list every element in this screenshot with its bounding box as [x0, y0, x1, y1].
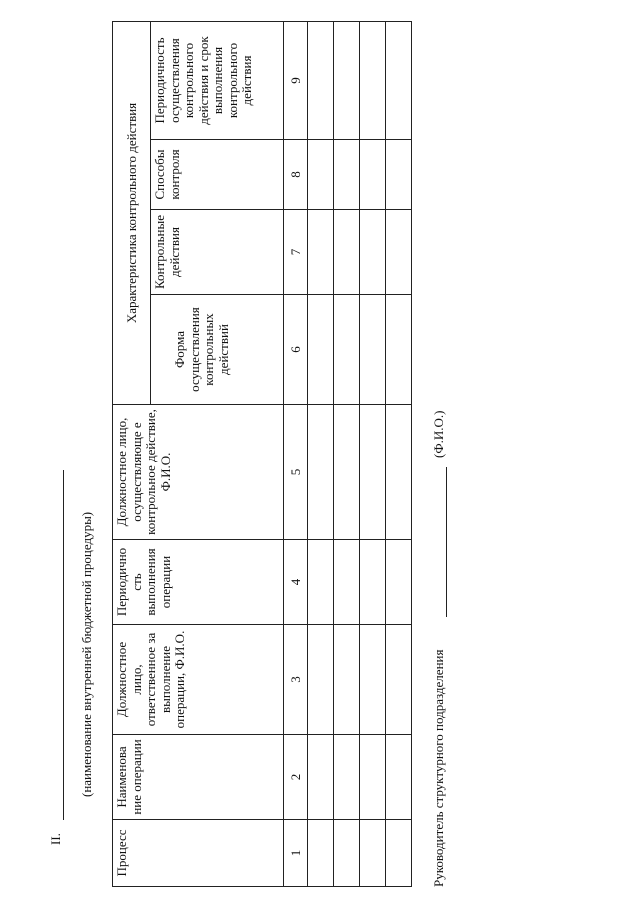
header-operation-name: Наименова ние операции [114, 739, 144, 815]
header-controlling-person: Должностное лицо, осуществляюще е контрольное действие, Ф.И.О. [114, 409, 173, 535]
header-control-periodicity: Периодичность осуществления контрольного действия и срок выполнения контрольного действия [152, 36, 254, 125]
column-number: 6 [287, 346, 303, 353]
section-number: II. [48, 833, 63, 845]
procedure-name-line [49, 470, 64, 820]
column-number: 8 [287, 171, 303, 178]
column-number: 2 [287, 773, 303, 781]
header-control-characteristics: Характеристика контрольного действия [124, 102, 140, 324]
header-operation-periodicity: Периодично сть выполнения операции [114, 547, 173, 617]
procedure-name-caption: (наименование внутренней бюджетной процедуры) [79, 511, 94, 797]
column-number: 9 [287, 77, 303, 84]
header-control-form: Форма осуществления контрольных действий [172, 307, 231, 392]
header-control-actions: Контрольные действия [152, 214, 182, 290]
signature-line [432, 467, 447, 617]
header-control-methods: Способы контроля [152, 149, 182, 200]
header-process: Процесс [114, 829, 129, 877]
column-number: 4 [287, 578, 303, 586]
footer-fio: (Ф.И.О.) [431, 410, 446, 458]
column-number: 1 [287, 849, 303, 857]
column-number: 3 [287, 676, 303, 683]
column-number: 5 [287, 468, 303, 476]
header-responsible-person: Должностное лицо, ответственное за выполнение операции, Ф.И.О. [114, 630, 187, 729]
footer-label: Руководитель структурного подразделения [431, 649, 446, 887]
column-number: 7 [287, 248, 303, 256]
